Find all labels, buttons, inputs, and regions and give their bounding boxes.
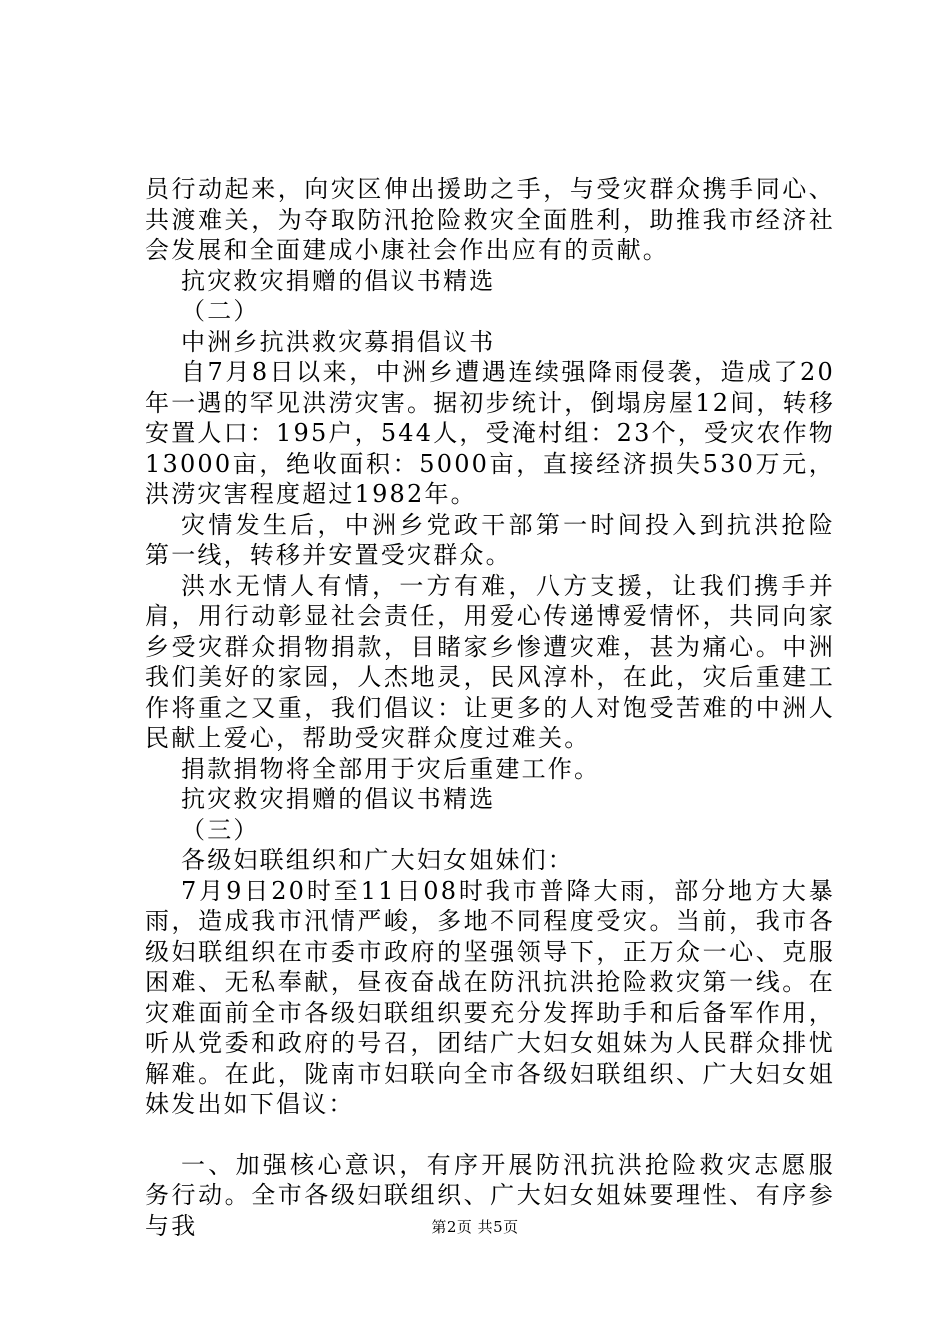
paragraph-rainfall-situation: 7月9日20时至11日08时我市普降大雨，部分地方大暴雨，造成我市汛情严峻，多地不同程度受灾。当前，我市各级妇联组织在市委市政府的坚强领导下，正万众一心、克服困难、无私奉献，昼夜奋战在防汛抗洪抢险救灾第一线。在灾难面前全市各级妇联组织要充分发挥助手和后备军作用，听从党委和政府的号召，团结广大妇女姐妹为人民群众排忧解难。在此，陇南市妇联向全市各级妇联组织、广大妇女姐妹发出如下倡议： (145, 876, 835, 1118)
salutation: 各级妇联组织和广大妇女姐妹们： (181, 846, 574, 874)
paragraph-continuation: 员行动起来，向灾区伸出援助之手，与受灾群众携手同心、共渡难关，为夺取防汛抢险救灾全面胜利，助推我市经济社会发展和全面建成小康社会作出应有的贡献。 (145, 175, 835, 264)
letter-title-zhongzhou: 中洲乡抗洪救灾募捐倡议书 (181, 327, 496, 356)
paragraph-proposal-one: 一、加强核心意识，有序开展防汛抗洪抢险救灾志愿服务行动。全市各级妇联组织、广大妇女姐妹要理性、有序参与我 (145, 1150, 835, 1240)
page-number-footer: 第2页 共5页 (431, 1218, 519, 1236)
document-body (145, 174, 835, 1241)
section-number-2: （二） (181, 297, 260, 325)
paragraph-after-disaster: 灾情发生后，中洲乡党政干部第一时间投入到抗洪抢险第一线，转移并安置受灾群众。 (145, 510, 835, 569)
paragraph-donation-use: 捐款捐物将全部用于灾后重建工作。 (181, 754, 601, 783)
section-title-3: 抗灾救灾捐赠的倡议书精选 (181, 785, 496, 813)
section-number-3: （三） (181, 815, 260, 844)
paragraph-disaster-statistics: 自7月8日以来，中洲乡遭遇连续强降雨侵袭，造成了20年一遇的罕见洪涝灾害。据初步统计，倒塌房屋12间，转移安置人口：195户，544人，受淹村组：23个，受灾农作物13000亩，绝收面积：5000亩，直接经济损失530万元，洪涝灾害程度超过1982年。 (145, 358, 835, 508)
section-title-2: 抗灾救灾捐赠的倡议书精选 (181, 266, 496, 295)
paragraph-appeal: 洪水无情人有情，一方有难，八方支援，让我们携手并肩，用行动彰显社会责任，用爱心传递博爱情怀，共同向家乡受灾群众捐物捐款，目睹家乡惨遭灾难，甚为痛心。中洲我们美好的家园，人杰地灵，民风淳朴，在此，灾后重建工作将重之又重，我们倡议：让更多的人对饱受苦难的中洲人民献上爱心，帮助受灾群众度过难关。 (145, 571, 835, 752)
